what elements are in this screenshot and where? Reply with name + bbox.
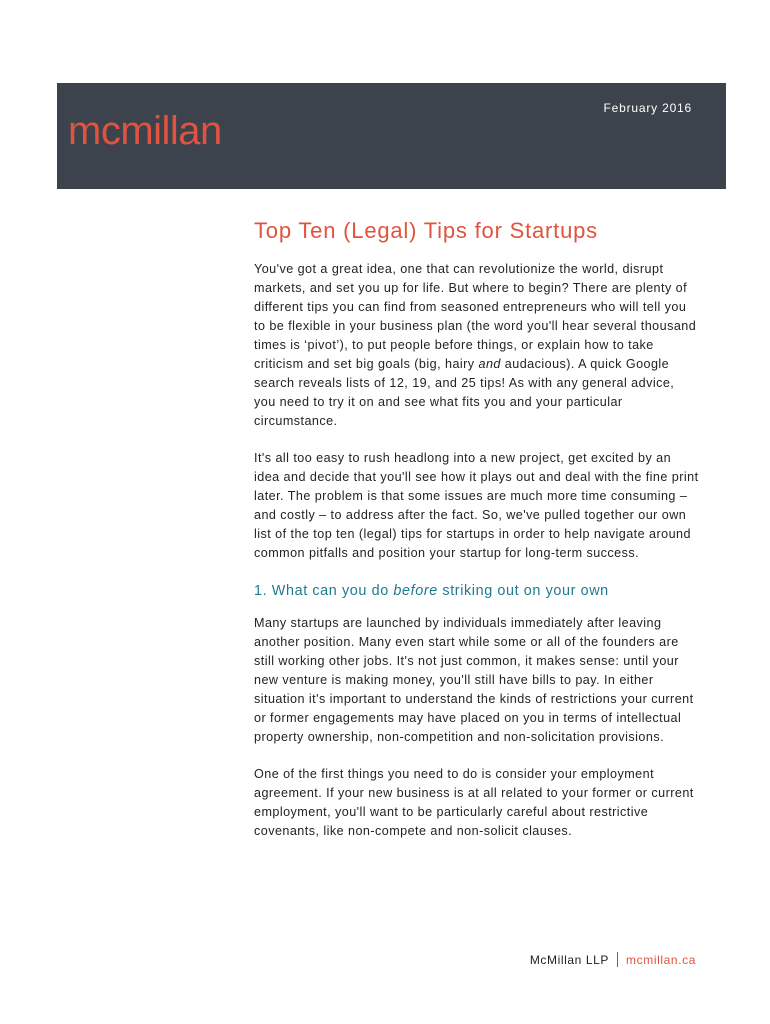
article-title: Top Ten (Legal) Tips for Startups xyxy=(254,218,598,243)
intro-section xyxy=(254,260,699,563)
header-date: February 2016 xyxy=(603,101,692,115)
footer-firm-name: McMillan LLP xyxy=(529,952,610,967)
page-footer xyxy=(530,952,696,967)
text-run: It's all too easy to rush headlong into a new project, get excited by an idea and decide that you'll see how it plays out and deal with the fine print later. The problem is that some issues are much more time consuming – and costly – to address after the fact. So, we've pulled together our own list of the top ten (legal) tips for startups in order to help navigate around common pitfalls and position your startup for long-term success. xyxy=(254,451,699,560)
text-run: striking out on your own xyxy=(437,583,609,599)
section-1-paragraph-1: Many startups are launched by individuals immediately after leaving another position. Many even start while some or all of the founders are still working other jobs. It's not just common, it makes sense: until your new venture is making money, you'll still have bills to pay. In either situation it's important to understand the kinds of restrictions your current or former engagements may have placed on you in terms of intellectual property ownership, non-competition and non-solicitation provisions. xyxy=(254,616,694,744)
text-run: You've got a great idea, one that can revolutionize the world, disrupt markets, and set you up for life. But where to begin? There are plenty of different tips you can find from seasoned entrepreneurs who will tell you to be flexible in your business plan (the word you'll hear several thousand times is ‘pivot’), to put people before things, or explain how to take criticism and set big goals (big, hairy xyxy=(254,262,697,371)
text-run: 1. What can you do xyxy=(254,583,394,599)
article-content xyxy=(254,218,699,859)
footer-website-link[interactable]: mcmillan.ca xyxy=(626,952,696,967)
mcmillan-logo: mcmillan xyxy=(68,109,222,153)
text-run: audacious). A quick Google search reveals lists of 12, 19, and 25 tips! As with any general advice, you need to try it on and see what fits you and your particular circumstance. xyxy=(254,357,675,428)
emphasized-text: and xyxy=(478,357,501,371)
emphasized-text: before xyxy=(393,583,438,599)
section-1-heading xyxy=(254,583,699,599)
header-band xyxy=(57,83,726,189)
footer-divider xyxy=(617,952,618,967)
intro-paragraph-2 xyxy=(254,449,699,563)
intro-paragraph-1 xyxy=(254,260,699,431)
section-1-paragraph-2: One of the first things you need to do is consider your employment agreement. If your new business is at all related to your former or current employment, you'll want to be particularly careful about restrictive covenants, like non-compete and non-solicit clauses. xyxy=(254,767,694,838)
